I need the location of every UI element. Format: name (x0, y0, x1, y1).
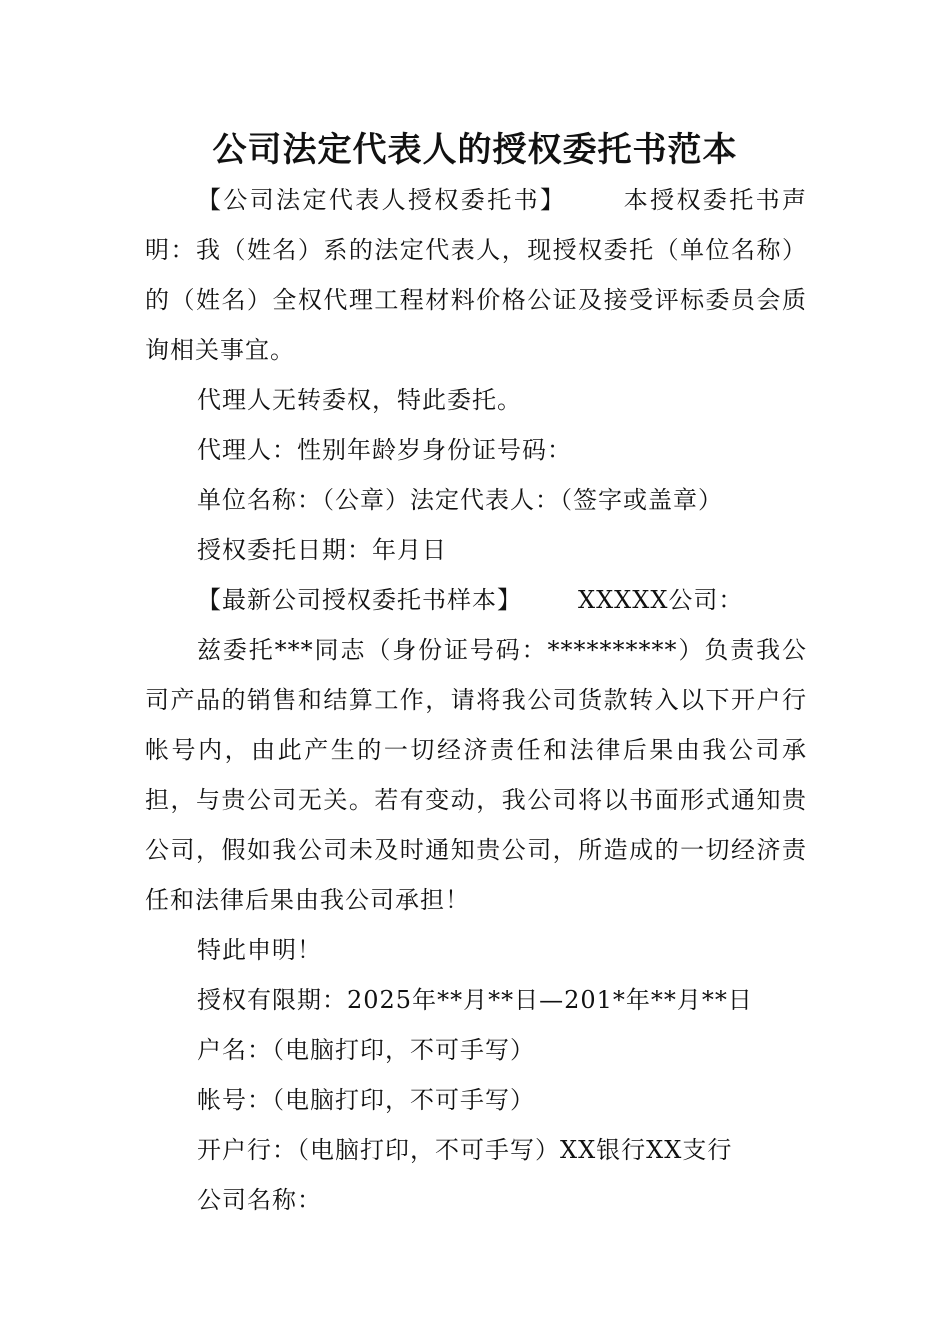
paragraph-unit-signature: 单位名称：（公章）法定代表人：（签字或盖章） (197, 486, 723, 514)
paragraph-sample-heading (145, 575, 807, 625)
paragraph-account-number: 帐号：（电脑打印，不可手写） (197, 1086, 535, 1114)
paragraph-declaration: 特此申明！ (197, 936, 322, 964)
document-body (145, 175, 807, 1225)
addressee-company: XXXXX公司： (578, 586, 744, 614)
paragraph-account-name: 户名：（电脑打印，不可手写） (197, 1036, 535, 1064)
paragraph-agent-info: 代理人：性别年龄岁身份证号码： (197, 436, 572, 464)
statement-text: 本授权委托书声明：我（姓名）系的法定代表人，现授权委托（单位名称）的（姓名）全权代理工程材料价格公证及接受评标委员会质询相关事宜。 (145, 186, 808, 364)
paragraph-company-name: 公司名称： (197, 1186, 322, 1214)
paragraph-bank: 开户行：（电脑打印，不可手写）XX银行XX支行 (197, 1136, 733, 1164)
paragraph-entrustment-body: 兹委托***同志（身份证号码：**********）负责我公司产品的销售和结算工作，请将我公司货款转入以下开户行帐号内，由此产生的一切经济责任和法律后果由我公司承担，与贵公司无关。若有变动，我公司将以书面形式通知贵公司，假如我公司未及时通知贵公司，所造成的一切经济责任和法律后果由我公司承担！ (145, 636, 807, 914)
paragraph-authorization-statement (145, 175, 807, 375)
section-heading-legal-rep: 【公司法定代表人授权委托书】 (197, 186, 567, 214)
paragraph-authorization-date: 授权委托日期：年月日 (197, 536, 447, 564)
paragraph-validity-period: 授权有限期：2025年**月**日—201*年**月**日 (197, 986, 753, 1014)
document-title: 公司法定代表人的授权委托书范本 (212, 130, 738, 170)
section-heading-sample: 【最新公司授权委托书样本】 (197, 586, 522, 614)
paragraph-no-sub-delegation: 代理人无转委权，特此委托。 (197, 386, 522, 414)
